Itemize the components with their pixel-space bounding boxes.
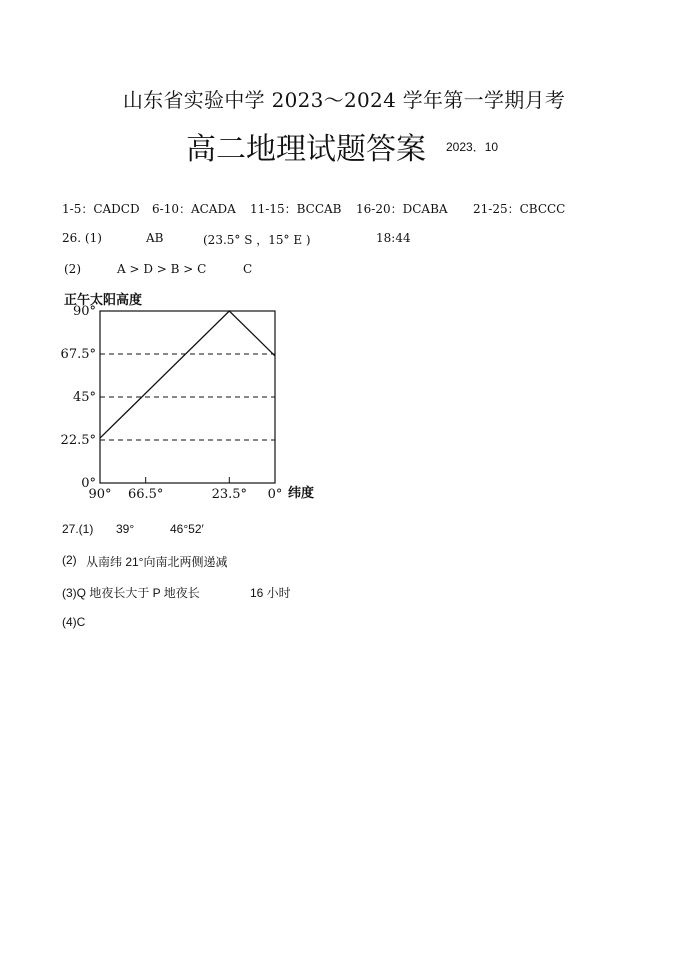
exam-date: 2023．10 <box>446 140 499 154</box>
q27-p1-label: 27.(1) <box>62 522 94 536</box>
x-tick-label: 0° <box>267 487 283 502</box>
y-tick-label: 45° <box>72 390 96 405</box>
chart-title: 正午太阳高度 <box>64 293 143 308</box>
x-tick-label: 23.5° <box>211 487 248 502</box>
choice-answers-1-5: 1-5：CADCD <box>62 202 140 216</box>
choice-answers-16-20: 16-20：DCABA <box>356 202 448 216</box>
x-tick-label: 66.5° <box>127 487 164 502</box>
choice-answers-6-10: 6-10：ACADA <box>152 202 236 216</box>
q27-p3-label: (3)Q 地夜长大于 P 地夜长 <box>62 586 200 600</box>
choice-answers-21-25: 21-25：CBCCC <box>473 202 566 216</box>
q27-p1-answer-a: 39° <box>116 522 135 536</box>
y-tick-label: 90° <box>72 304 96 319</box>
school-exam-line: 山东省实验中学 2023～2024 学年第一学期月考 <box>122 88 566 112</box>
q26-label: 26. (1) <box>62 231 102 245</box>
q27-p4-answer: (4)C <box>62 615 86 629</box>
solar-altitude-line <box>100 311 275 438</box>
chart-x-label: 纬度 <box>288 486 315 501</box>
q26-p1-answer-1: AB <box>146 231 164 245</box>
q26-p2-label: (2) <box>64 262 81 276</box>
q26-p2-answer-2: C <box>243 262 253 276</box>
y-tick-label: 22.5° <box>60 433 96 448</box>
q27-p1-answer-b: 46°52′ <box>170 522 204 536</box>
choice-answers-11-15: 11-15：BCCAB <box>250 202 342 216</box>
q26-p1-answer-3: 18:44 <box>376 231 411 245</box>
solar-altitude-chart <box>56 289 356 504</box>
x-tick-label: 90° <box>88 487 112 502</box>
q27-p2-answer: 从南纬 21°向南北两侧递减 <box>86 555 228 569</box>
chart-y-ticks <box>61 304 96 491</box>
chart-gridlines <box>100 354 275 440</box>
q27-p2-label: (2) <box>62 553 77 567</box>
q27-p3-answer: 16 小时 <box>250 586 291 600</box>
y-tick-label: 67.5° <box>60 347 96 362</box>
y-tick-label: 0° <box>81 476 96 491</box>
chart-x-ticks <box>88 477 282 502</box>
page-title: 高二地理试题答案 <box>186 132 426 167</box>
q26-p2-answer-1: A > D > B > C <box>117 262 207 276</box>
q26-p1-answer-2: (23.5° S ，15° E ) <box>203 233 311 247</box>
